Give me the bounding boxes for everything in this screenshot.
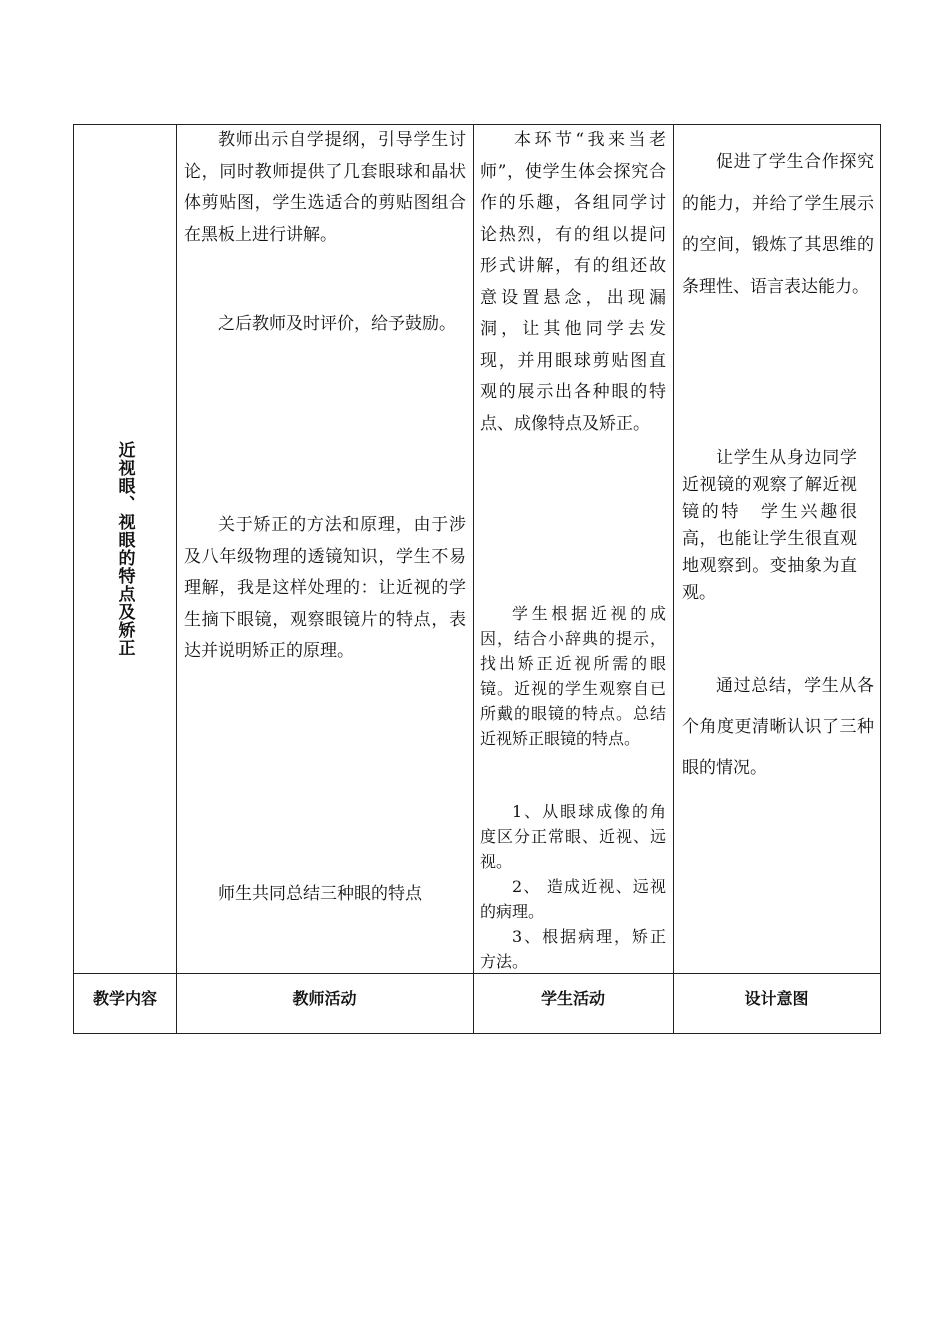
header-label: 设计意图	[744, 989, 809, 1008]
list-item: 3、根据病理，矫正方法。	[480, 927, 666, 971]
header-design	[673, 973, 880, 1034]
column-divider	[176, 125, 177, 1033]
header-content	[74, 973, 176, 1034]
column-divider	[673, 125, 674, 1033]
list-item: 1、从眼球成像的角度区分正常眼、近视、远视。	[480, 802, 666, 871]
student-paragraph: 本环节“我来当老师”，使学生体会探究合作的乐趣，各组同学讨论热烈，有的组以提问形式讲解，有的组还故意设置悬念，出现漏洞，让其他同学去发现，并用眼球剪贴图直观的展示出各种眼的特点、成像特点及矫正。	[480, 130, 666, 434]
header-label: 学生活动	[540, 989, 605, 1008]
teacher-activity-cell	[184, 125, 466, 251]
teacher-paragraph: 关于矫正的方法和原理，由于涉及八年级物理的透镜知识，学生不易理解，我是这样处理的：让近视的学生摘下眼镜，观察眼镜片的特点，表达并说明矫正的原理。	[184, 515, 466, 661]
header-label: 教师活动	[292, 989, 357, 1008]
header-label: 教学内容	[92, 989, 157, 1008]
student-list	[480, 799, 666, 974]
teacher-activity-block	[184, 510, 466, 668]
header-teacher	[176, 973, 473, 1034]
design-intent-block	[682, 666, 874, 789]
design-intent-block	[682, 445, 857, 607]
header-student	[473, 973, 673, 1034]
design-paragraph: 促进了学生合作探究的能力，并给了学生展示的空间，锻炼了其思维的条理性、语言表达能力。	[682, 152, 874, 297]
student-paragraph: 学生根据近视的成因，结合小辞典的提示，找出矫正近视所需的眼镜。近视的学生观察自已所戴的眼镜的特点。总结近视矫正眼镜的特点。	[480, 604, 666, 748]
section-title: 近视眼、视眼的特点及矫正	[114, 441, 135, 657]
student-activity-block	[480, 601, 666, 751]
teacher-paragraph: 教师出示自学提纲，引导学生讨论，同时教师提供了几套眼球和晶状体剪贴图，学生选适合的剪贴图组合在黑板上进行讲解。	[184, 130, 466, 245]
teacher-paragraph: 师生共同总结三种眼的特点	[218, 884, 422, 904]
teacher-activity-block	[184, 879, 466, 911]
design-paragraph: 让学生从身边同学近视镜的观察了解近视镜的特 学生兴趣很高，也能让学生很直观地观察到。变抽象为直观。	[682, 448, 857, 603]
lesson-table	[73, 124, 881, 1034]
section-title-cell	[74, 125, 176, 973]
design-intent-cell	[682, 142, 874, 308]
column-divider	[473, 125, 474, 1033]
student-activity-cell	[480, 125, 666, 440]
teacher-paragraph: 之后教师及时评价，给予鼓励。	[218, 314, 456, 334]
list-item: 2、 造成近视、远视的病理。	[480, 877, 666, 921]
teacher-activity-block	[184, 309, 466, 341]
design-paragraph: 通过总结，学生从各个角度更清晰认识了三种眼的情况。	[682, 676, 874, 778]
